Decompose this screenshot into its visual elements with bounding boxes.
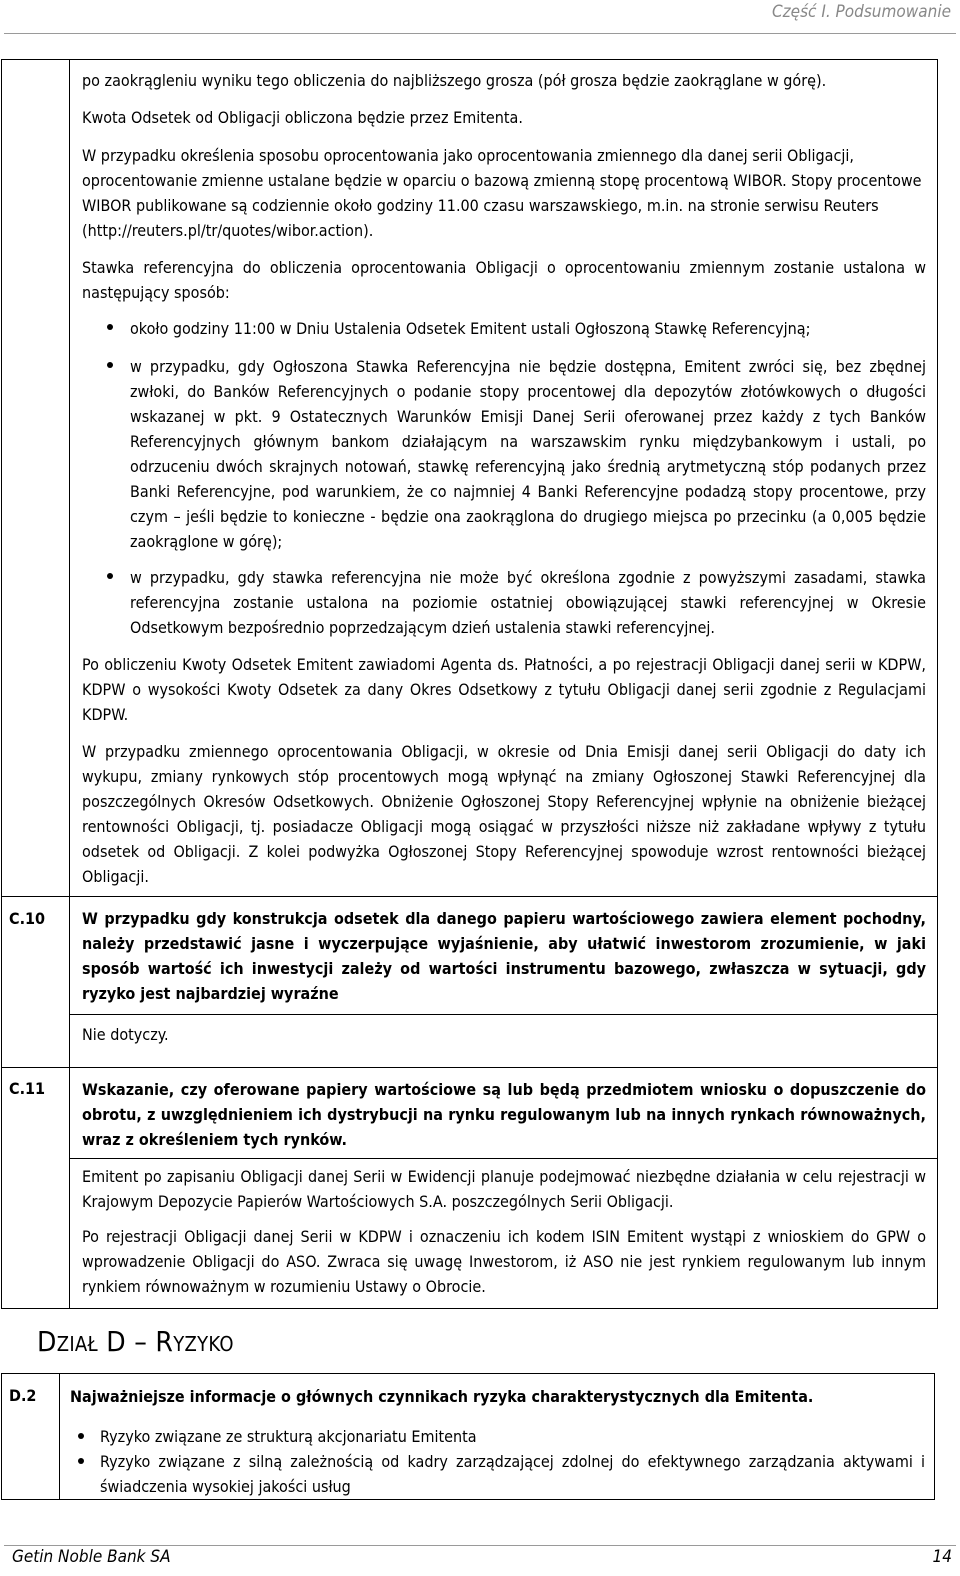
paragraph-notify: Po obliczeniu Kwoty Odsetek Emitent zawiadomi Agenta ds. Płatności, a po rejestracji Obligacji danej serii w KDPW, KDPW o wysokości Kwoty Odsetek za dany Okres Odsetkowy z tytułu Obligacji danej serii zgodnie z Regulacjami KDPW.	[82, 655, 926, 724]
page-header-title: Część I. Podsumowanie	[771, 2, 951, 22]
paragraph-c11-aso: Po rejestracji Obligacji danej Serii w KDPW i oznaczeniu ich kodem ISIN Emitent wystąpi z wnioskiem do GPW o wprowadzenie Obligacji do ASO. Zwraca się uwagę Inwestorom, iż ASO nie jest rynkiem regulowanym lub innym rynkiem równoważnym w rozumieniu Ustawy o Obrocie.	[82, 1227, 926, 1296]
paragraph-rounding: po zaokrągleniu wyniku tego obliczenia do najbliższego grosza (pół grosza będzie zaokrąglane w górę).	[82, 71, 827, 90]
bullet-icon	[107, 573, 113, 579]
section-code-c11: C.11	[9, 1079, 46, 1098]
header-divider	[4, 33, 956, 34]
list-item: Ryzyko związane z silną zależnością od kadry zarządzającej zdolnej do efektywnego zarządzania aktywami i świadczenia wysokiej jakości usług	[100, 1452, 925, 1496]
list-item: około godziny 11:00 w Dniu Ustalenia Odsetek Emitent ustali Ogłoszoną Stawkę Referencyjną;	[130, 319, 811, 338]
list-item: w przypadku, gdy Ogłoszona Stawka Referencyjna nie będzie dostępna, Emitent zwróci się, bez zbędnej zwłoki, do Banków Referencyjnych o podanie stopy procentowej dla depozytów złotówkowych o długości wskazanej w pkt. 9 Ostatecznych Warunków Emisji Danej Serii oferowanej przez każdy z tych Banków Referencyjnych głównym bankom działającym na warszawskim rynku międzybankowym i ustali, po odrzuceniu dwóch skrajnych notowań, stawkę referencyjną jako średnią arytmetyczną stóp podanych przez Banki Referencyjne, pod warunkiem, że co najmniej 4 Banki Referencyjne podadzą stopy procentowe, przy czym – jeśli będzie to konieczne - będzie ona zaokrąglona do drugiego miejsca po przecinku (a 0,005 będzie zaokrąglone w górę);	[130, 357, 926, 551]
table-row-divider	[69, 1014, 938, 1015]
paragraph-variable-rate: W przypadku zmiennego oprocentowania Obligacji, w okresie od Dnia Emisji danej serii Obligacji do daty ich wykupu, zmiany rynkowych stóp procentowych mogą wpłynąć na zmiany Ogłoszonej Stawki Referencyjnej dla poszczególnych Okresów Odsetkowych. Obniżenie Ogłoszonej Stopy Referencyjnej wpłynie na obniżenie bieżącej rentowności Obligacji, tj. posiadacze Obligacji mogą osiągać w przyszłości niższe niż zakładane wpływy z tytułu odsetek od Obligacji. Z kolei podwyżka Ogłoszonej Stopy Referencyjnej spowoduje wzrost rentowności bieżącej Obligacji.	[82, 742, 926, 886]
footer-divider	[4, 1545, 956, 1546]
bullet-icon	[78, 1458, 84, 1464]
table-row-divider	[1, 1067, 938, 1068]
paragraph-reference-rate: Stawka referencyjna do obliczenia oprocentowania Obligacji o oprocentowaniu zmiennym zostanie ustalona w następujący sposób:	[82, 258, 926, 302]
section-heading-c11: Wskazanie, czy oferowane papiery wartościowe są lub będą przedmiotem wniosku o dopuszczenie do obrotu, z uwzględnieniem ich dystrybucji na rynku regulowanym lub na innych rynkach równoważnych, wraz z określeniem tych rynków.	[82, 1080, 926, 1149]
bullet-icon	[107, 362, 113, 368]
section-code-d2: D.2	[9, 1386, 37, 1405]
table-row-divider	[1, 896, 938, 897]
table-column-divider	[69, 59, 70, 1309]
bullet-icon	[107, 324, 113, 330]
table-row-divider	[69, 1158, 938, 1159]
list-item: w przypadku, gdy stawka referencyjna nie może być określona zgodnie z powyższymi zasadami, stawka referencyjna zostanie ustalona na poziomie ostatniej obowiązującej stawki referencyjnej w Okresie Odsetkowym bezpośrednio poprzedzającym dzień ustalenia stawki referencyjnej.	[130, 568, 926, 637]
paragraph-wibor: W przypadku określenia sposobu oprocentowania jako oprocentowania zmiennego dla danej serii Obligacji, oprocentowanie zmienne ustalane będzie w oparciu o bazową zmienną stopę procentową WIBOR. Stopy procentowe WIBOR publikowane są codziennie około godziny 11.00 czasu warszawskiego, m.in. na stronie serwisu Reuters (http://reuters.pl/tr/quotes/wibor.action).	[82, 146, 922, 240]
section-answer-c10: Nie dotyczy.	[82, 1025, 169, 1044]
paragraph-calculated: Kwota Odsetek od Obligacji obliczona będzie przez Emitenta.	[82, 108, 523, 127]
section-d-title: Dział D – Ryzyko	[37, 1325, 234, 1358]
paragraph-c11-registration: Emitent po zapisaniu Obligacji danej Serii w Ewidencji planuje podejmować niezbędne działania w celu rejestracji w Krajowym Depozycie Papierów Wartościowych S.A. poszczególnych Serii Obligacji.	[82, 1167, 926, 1211]
section-code-c10: C.10	[9, 909, 46, 928]
bullet-icon	[78, 1433, 84, 1439]
footer-company: Getin Noble Bank SA	[12, 1547, 171, 1567]
section-heading-d2: Najważniejsze informacje o głównych czynnikach ryzyka charakterystycznych dla Emitenta.	[70, 1387, 814, 1406]
table-column-divider	[59, 1373, 60, 1500]
section-heading-c10: W przypadku gdy konstrukcja odsetek dla danego papieru wartościowego zawiera element pochodny, należy przedstawić jasne i wyczerpujące wyjaśnienie, aby ułatwić inwestorom zrozumienie, w jaki sposób wartość ich inwestycji zależy od wartości instrumentu bazowego, zwłaszcza w sytuacji, gdy ryzyko jest najbardziej wyraźne	[82, 909, 926, 1003]
page-number: 14	[932, 1547, 952, 1567]
list-item: Ryzyko związane ze strukturą akcjonariatu Emitenta	[100, 1427, 477, 1446]
